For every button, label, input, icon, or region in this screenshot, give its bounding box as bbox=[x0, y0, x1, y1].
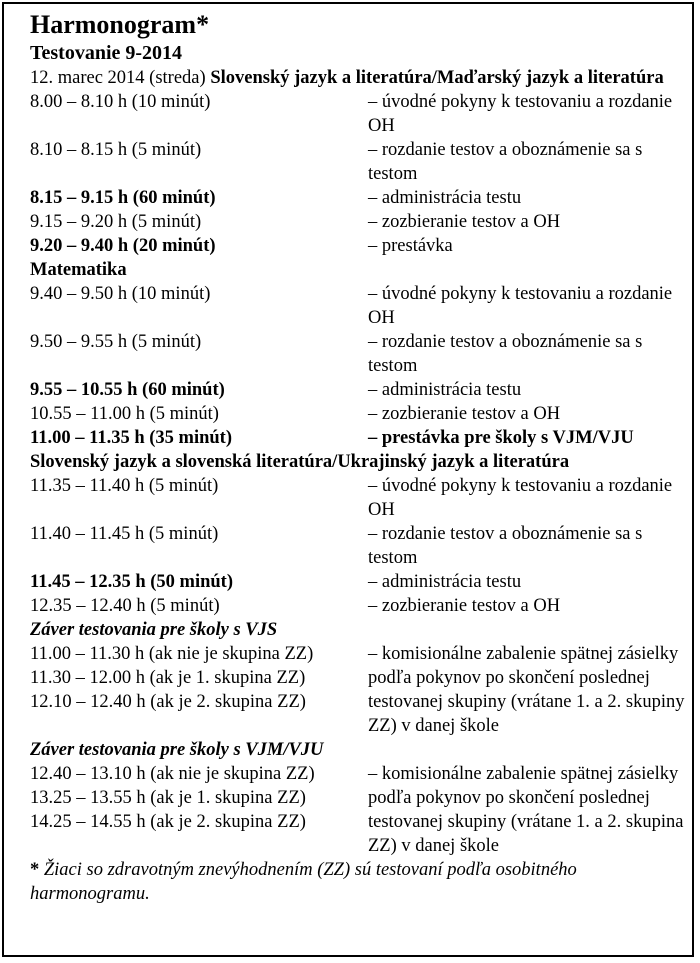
schedule-row bbox=[30, 594, 690, 618]
activity-description: – rozdanie testov a oboznámenie sa s testom bbox=[368, 140, 643, 184]
time-slot: 8.00 – 8.10 h (10 minút) bbox=[30, 92, 211, 112]
time-slot: 11.35 – 11.40 h (5 minút) bbox=[30, 476, 219, 496]
activity-description: – zozbieranie testov a OH bbox=[368, 596, 561, 616]
schedule-row bbox=[30, 210, 690, 234]
time-slot: 11.00 – 11.30 h (ak nie je skupina ZZ) bbox=[30, 644, 314, 664]
schedule-row bbox=[30, 474, 690, 522]
activity-description: – administrácia testu bbox=[368, 188, 522, 208]
time-slot: 12.40 – 13.10 h (ak nie je skupina ZZ) bbox=[30, 764, 315, 784]
time-slot: 10.55 – 11.00 h (5 minút) bbox=[30, 404, 219, 424]
activity-description: – zozbieranie testov a OH bbox=[368, 404, 561, 424]
page-subtitle: Testovanie 9-2014 bbox=[30, 42, 183, 64]
time-slot: 11.30 – 12.00 h (ak je 1. skupina ZZ) bbox=[30, 668, 306, 688]
schedule-row bbox=[30, 234, 690, 258]
activity-description: – administrácia testu bbox=[368, 380, 522, 400]
time-slot: 8.10 – 8.15 h (5 minút) bbox=[30, 140, 202, 160]
closing-block-vjs bbox=[30, 642, 690, 738]
section-zaver-vjs: Záver testovania pre školy s VJS bbox=[30, 620, 278, 640]
time-slot: 9.15 – 9.20 h (5 minút) bbox=[30, 212, 202, 232]
time-slot: 8.15 – 9.15 h (60 minút) bbox=[30, 188, 216, 208]
schedule-row bbox=[30, 186, 690, 210]
time-slot: 11.00 – 11.35 h (35 minút) bbox=[30, 428, 232, 448]
date-line bbox=[30, 66, 690, 90]
footnote bbox=[30, 858, 690, 906]
time-slot: 12.10 – 12.40 h (ak je 2. skupina ZZ) bbox=[30, 692, 306, 712]
schedule-block-3 bbox=[30, 474, 690, 618]
time-slot: 14.25 – 14.55 h (ak je 2. skupina ZZ) bbox=[30, 812, 306, 832]
closing-block-vjm bbox=[30, 762, 690, 858]
activity-description: – prestávka bbox=[368, 236, 453, 256]
schedule-row bbox=[30, 90, 690, 138]
schedule-block-1 bbox=[30, 90, 690, 258]
time-slot: 9.55 – 10.55 h (60 minút) bbox=[30, 380, 225, 400]
activity-description: – rozdanie testov a oboznámenie sa s testom bbox=[368, 524, 643, 568]
time-slot: 9.40 – 9.50 h (10 minút) bbox=[30, 284, 211, 304]
time-slot: 12.35 – 12.40 h (5 minút) bbox=[30, 596, 220, 616]
activity-description: – úvodné pokyny k testovaniu a rozdanie OH bbox=[368, 92, 673, 136]
section-matematika: Matematika bbox=[30, 260, 127, 280]
schedule-row bbox=[30, 138, 690, 186]
activity-description: – úvodné pokyny k testovaniu a rozdanie OH bbox=[368, 284, 673, 328]
time-slot: 9.20 – 9.40 h (20 minút) bbox=[30, 236, 216, 256]
time-slot: 11.45 – 12.35 h (50 minút) bbox=[30, 572, 234, 592]
schedule-row bbox=[30, 378, 690, 402]
time-slot: 9.50 – 9.55 h (5 minút) bbox=[30, 332, 202, 352]
activity-description: – prestávka pre školy s VJM/VJU bbox=[368, 428, 634, 448]
activity-description: – zozbieranie testov a OH bbox=[368, 212, 561, 232]
document bbox=[30, 8, 690, 906]
schedule-row bbox=[30, 282, 690, 330]
footnote-text: Žiaci so zdravotným znevýhodnením (ZZ) sú testovaní podľa osobitného harmonogramu. bbox=[30, 860, 577, 904]
schedule-row bbox=[30, 570, 690, 594]
section-slovensky-jazyk: Slovenský jazyk a slovenská literatúra/Ukrajinský jazyk a literatúra bbox=[30, 452, 570, 472]
subject-title: Slovenský jazyk a literatúra/Maďarský jazyk a literatúra bbox=[210, 68, 664, 88]
activity-description: – administrácia testu bbox=[368, 572, 522, 592]
schedule-row bbox=[30, 426, 690, 450]
schedule-row bbox=[30, 402, 690, 426]
date-text: 12. marec 2014 (streda) bbox=[30, 68, 211, 88]
closing-times-vjm bbox=[30, 762, 368, 858]
footnote-star: * bbox=[30, 860, 40, 880]
section-zaver-vjm: Záver testovania pre školy s VJM/VJU bbox=[30, 740, 324, 760]
time-slot: 11.40 – 11.45 h (5 minút) bbox=[30, 524, 219, 544]
closing-desc-vjs: – komisionálne zabalenie spätnej zásielky podľa pokynov po skončení poslednej testovanej skupiny (vrátane 1. a 2. skupiny ZZ) v danej škole bbox=[368, 644, 685, 736]
schedule-row bbox=[30, 522, 690, 570]
page-title: Harmonogram* bbox=[30, 10, 210, 39]
schedule-block-2 bbox=[30, 282, 690, 450]
time-slot: 13.25 – 13.55 h (ak je 1. skupina ZZ) bbox=[30, 788, 306, 808]
activity-description: – rozdanie testov a oboznámenie sa s testom bbox=[368, 332, 643, 376]
closing-desc-vjm: – komisionálne zabalenie spätnej zásielky podľa pokynov po skončení poslednej testovanej skupiny (vrátane 1. a 2. skupina ZZ) v danej škole bbox=[368, 764, 684, 856]
activity-description: – úvodné pokyny k testovaniu a rozdanie OH bbox=[368, 476, 673, 520]
closing-times-vjs bbox=[30, 642, 368, 738]
schedule-row bbox=[30, 330, 690, 378]
